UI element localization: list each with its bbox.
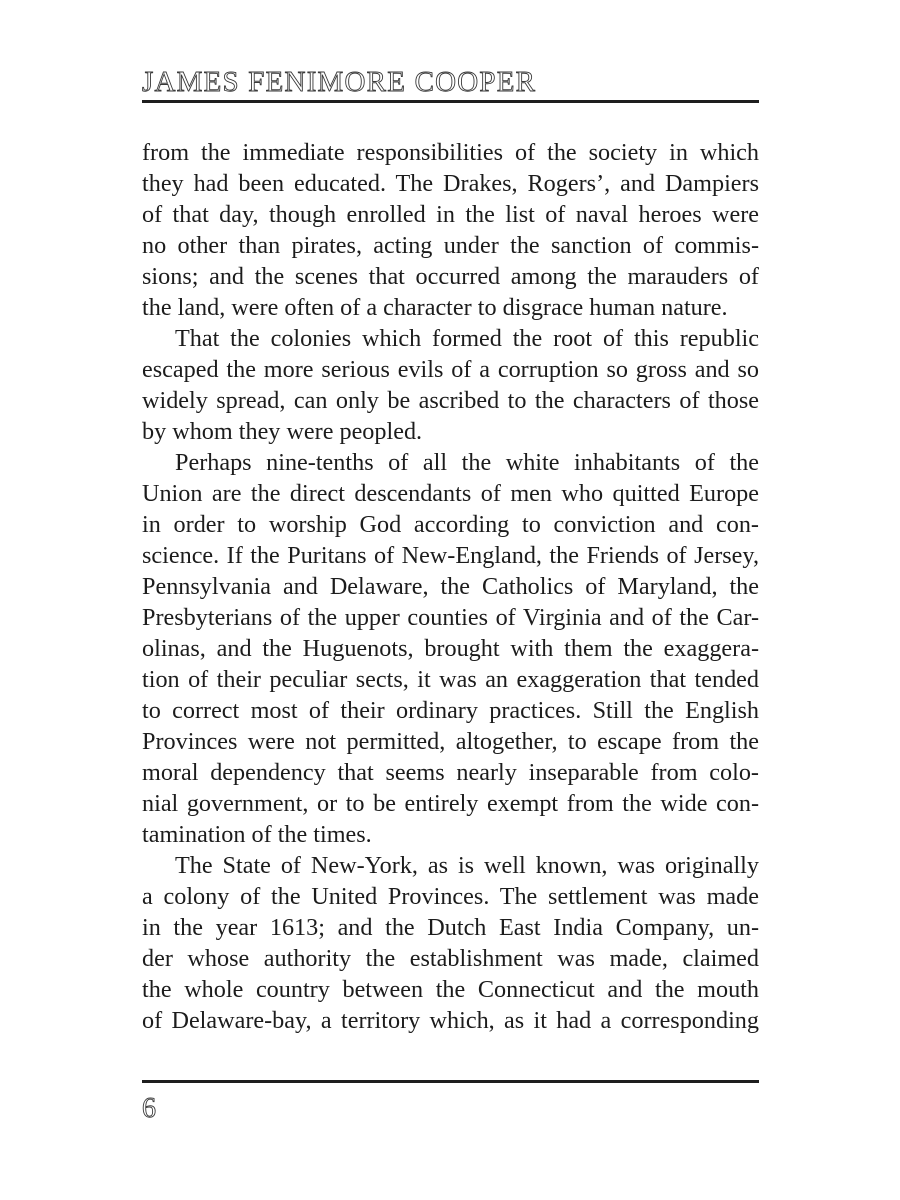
text-line: Perhaps nine-tenths of all the white inhabitants of the (175, 449, 759, 476)
text-line: widely spread, can only be ascribed to the characters of those (142, 387, 759, 414)
text-line: Provinces were not permitted, altogether, to escape from the (142, 728, 759, 755)
text-line: to correct most of their ordinary practices. Still the English (142, 697, 759, 724)
text-line: by whom they were peopled. (142, 418, 423, 445)
text-line: the land, were often of a character to disgrace human nature. (142, 294, 728, 321)
text-line: nial government, or to be entirely exempt from the wide con- (142, 790, 759, 817)
text-line: That the colonies which formed the root of this republic (175, 325, 759, 352)
text-line: the whole country between the Connecticut and the mouth (142, 976, 759, 1003)
text-line: a colony of the United Provinces. The settlement was made (142, 883, 759, 910)
text-line: of Delaware-bay, a territory which, as it had a corresponding (142, 1007, 759, 1034)
body-text (142, 137, 759, 1036)
text-line: science. If the Puritans of New-England, the Friends of Jersey, (142, 542, 759, 569)
paragraph (142, 323, 759, 447)
header-rule (142, 100, 759, 103)
text-line: tion of their peculiar sects, it was an exaggeration that tended (142, 666, 759, 693)
paragraph (142, 447, 759, 850)
text-line: sions; and the scenes that occurred among the marauders of (142, 263, 759, 290)
text-line: of that day, though enrolled in the list of naval heroes were (142, 201, 759, 228)
text-line: from the immediate responsibilities of the society in which (142, 139, 759, 166)
text-line: olinas, and the Huguenots, brought with them the exaggera- (142, 635, 759, 662)
text-line: moral dependency that seems nearly inseparable from colo- (142, 759, 759, 786)
text-line: tamination of the times. (142, 821, 372, 848)
page-number: 6 (142, 1093, 156, 1124)
paragraph (142, 850, 759, 1036)
text-line: Union are the direct descendants of men who quitted Europe (142, 480, 759, 507)
text-line: Pennsylvania and Delaware, the Catholics of Maryland, the (142, 573, 759, 600)
text-line: The State of New-York, as is well known, was originally (175, 852, 759, 879)
footer-rule (142, 1080, 759, 1083)
text-line: they had been educated. The Drakes, Rogers’, and Dampiers (142, 170, 759, 197)
text-line: der whose authority the establishment was made, claimed (142, 945, 759, 972)
running-head-title: JAMES FENIMORE COOPER (142, 66, 537, 98)
paragraph (142, 137, 759, 323)
text-line: in order to worship God according to conviction and con- (142, 511, 759, 538)
text-line: Presbyterians of the upper counties of Virginia and of the Car- (142, 604, 759, 631)
text-line: no other than pirates, acting under the sanction of commis- (142, 232, 759, 259)
text-line: escaped the more serious evils of a corruption so gross and so (142, 356, 759, 383)
text-line: in the year 1613; and the Dutch East India Company, un- (142, 914, 759, 941)
